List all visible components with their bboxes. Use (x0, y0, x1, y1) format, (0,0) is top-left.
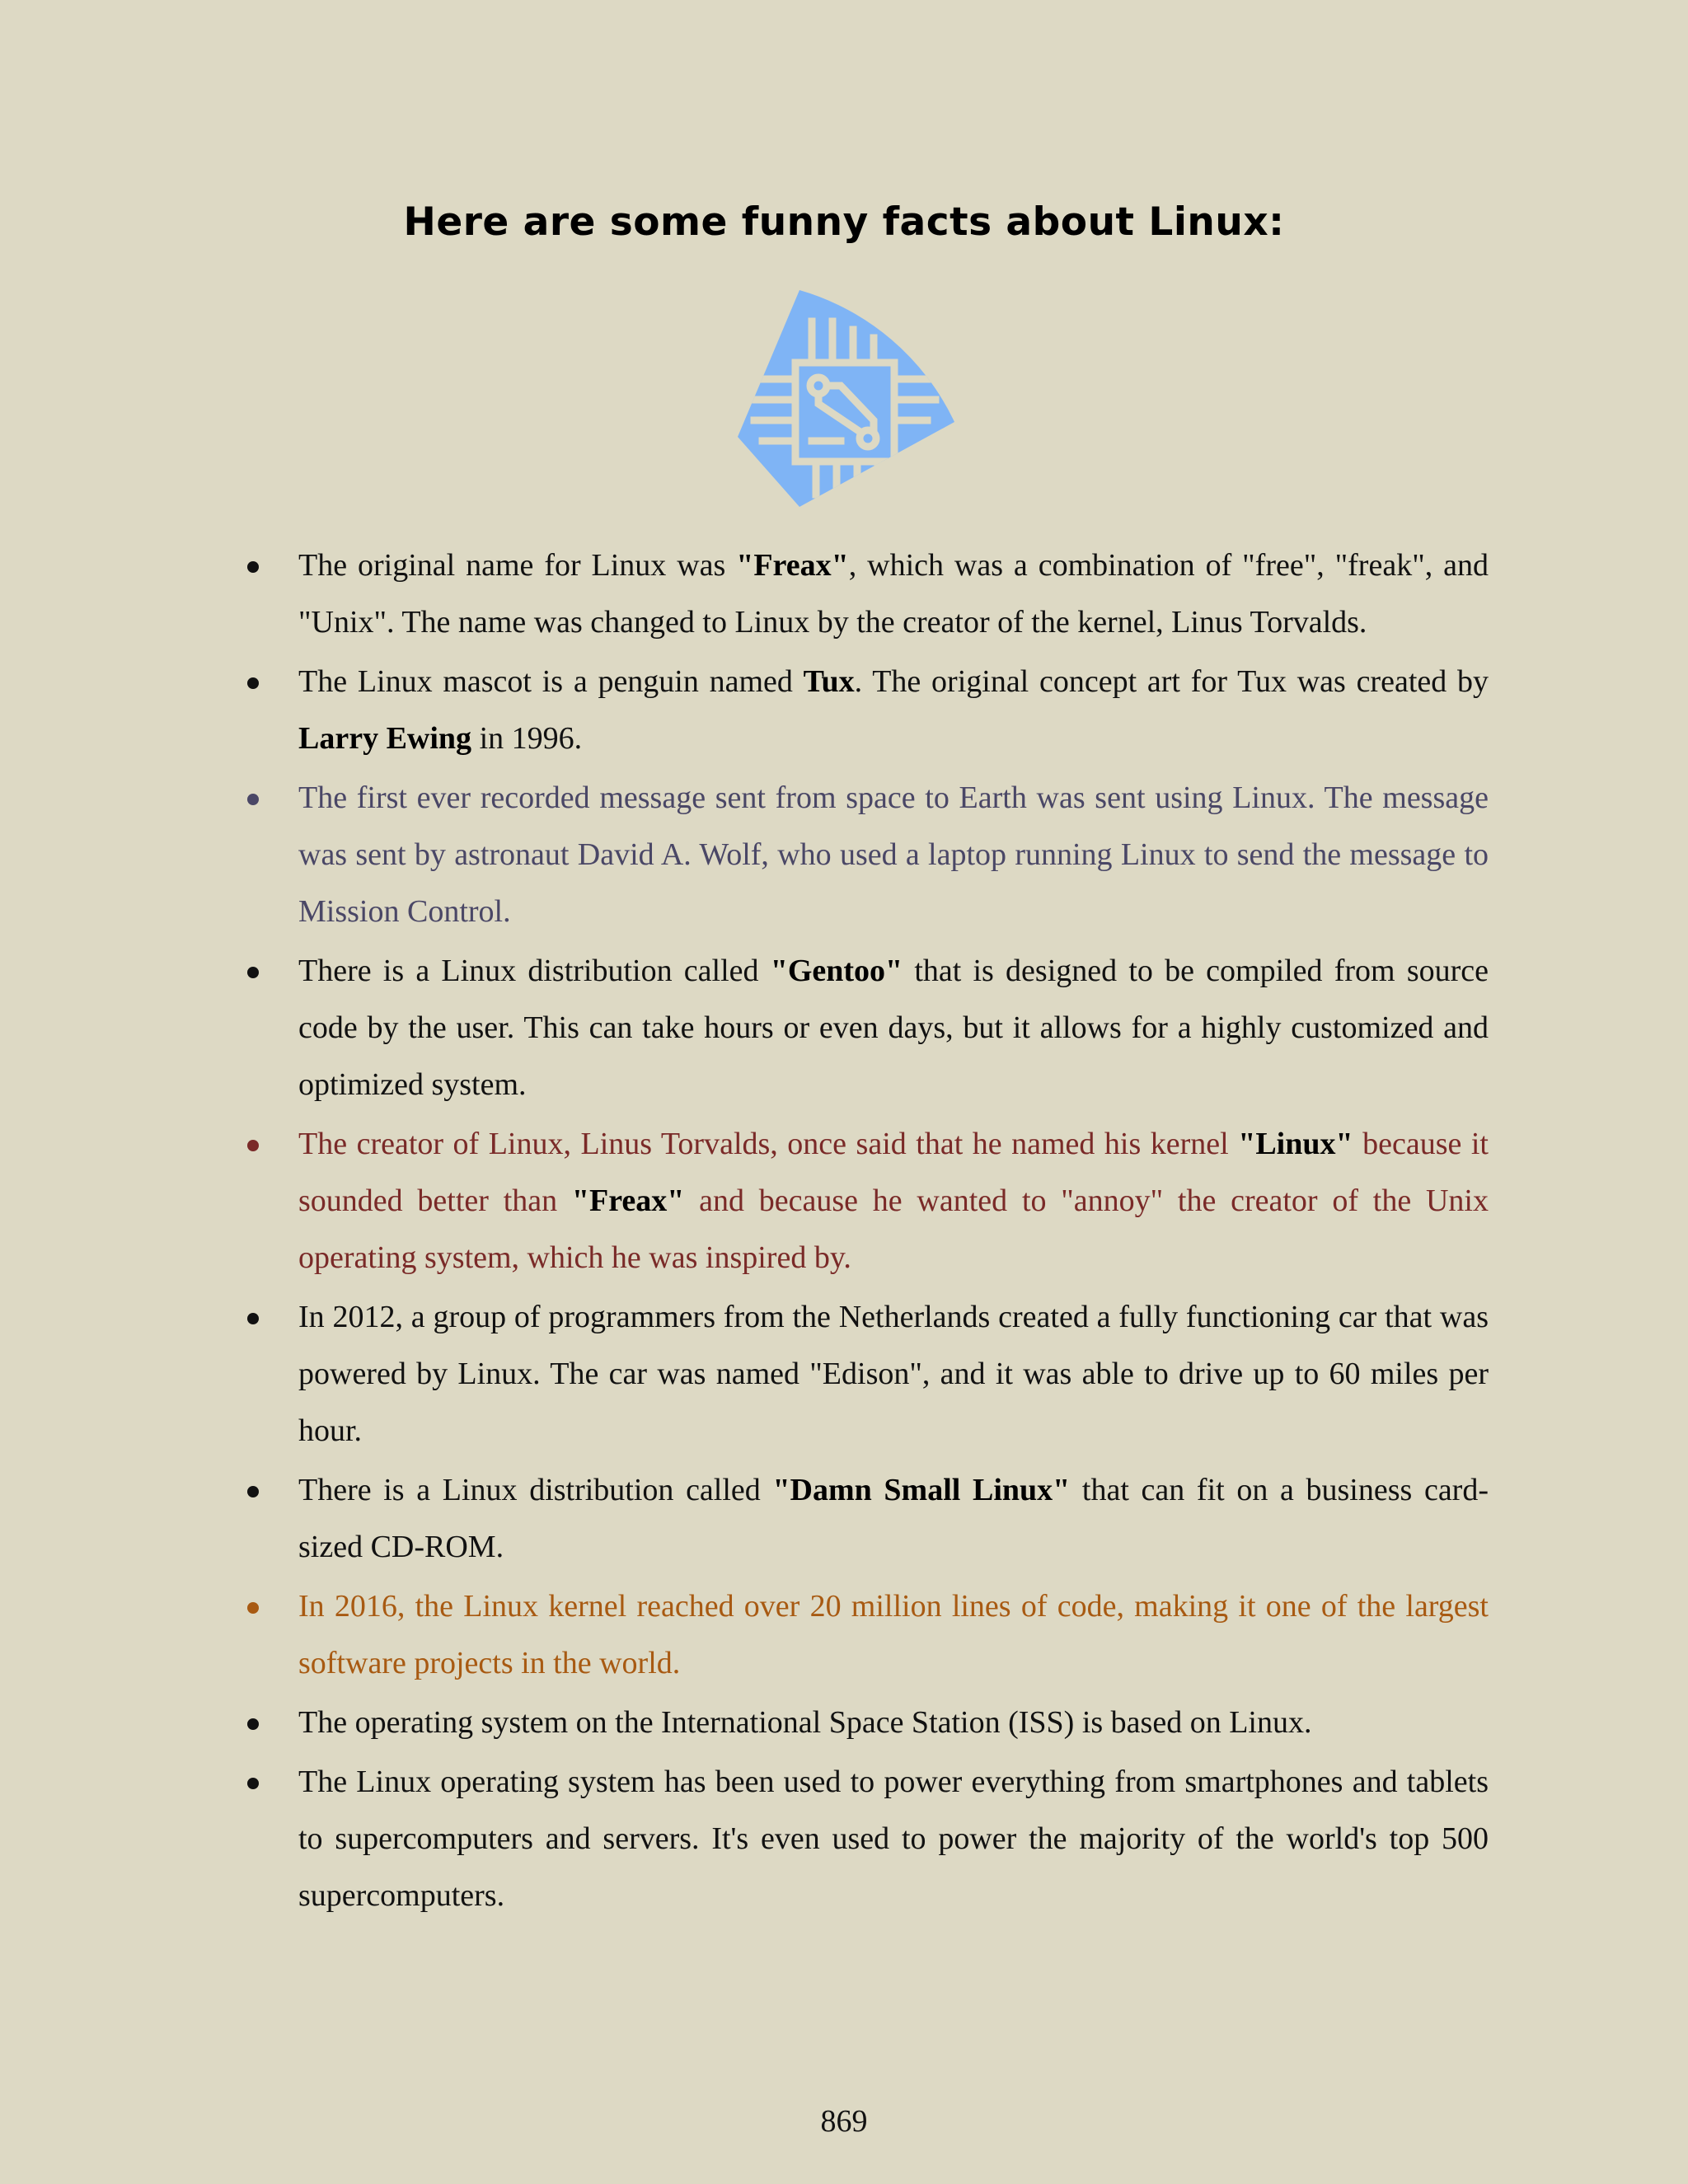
list-item (247, 1462, 1489, 1576)
bold-text: Tux (803, 664, 855, 699)
bullet-icon (247, 1486, 259, 1497)
bold-text: "Gentoo" (770, 954, 903, 988)
fact-text: There is a Linux distribution called (298, 954, 771, 988)
bullet-icon (247, 1718, 259, 1730)
fact-text: The creator of Linux, Linus Torvalds, once said that he named his kernel (298, 1127, 1239, 1161)
fact-text: The first ever recorded message sent from space to Earth was sent using Linux. The message was sent by astronaut David A. Wolf, who used a laptop running Linux to send the message to Mission Control. (298, 780, 1489, 929)
list-item (247, 1694, 1489, 1751)
circuit-chip-icon (738, 288, 956, 507)
list-item (247, 1116, 1489, 1286)
fact-text: In 2016, the Linux kernel reached over 20 million lines of code, making it one of the largest software projects in the world. (298, 1589, 1489, 1680)
fact-text: and because he wanted to "annoy" the creator of the Unix operating system, which he was inspired by. (298, 1183, 1489, 1275)
list-item (247, 1289, 1489, 1460)
fact-text: in 1996. (471, 721, 583, 756)
fact-text: , which was a combination of "free", "freak", and "Unix". The name was changed to Linux by the creator of the kernel, Linus Torvalds. (298, 548, 1489, 640)
fact-text: There is a Linux distribution called (298, 1473, 773, 1507)
page-title: Here are some funny facts about Linux: (403, 199, 1285, 245)
fact-text: that is designed to be compiled from source code by the user. This can take hours or even days, but it allows for a highly customized and optimized system. (298, 954, 1489, 1102)
list-item (247, 537, 1489, 651)
list-item (247, 770, 1489, 940)
bold-text: Larry Ewing (298, 721, 472, 756)
fact-text: . The original concept art for Tux was created by (854, 664, 1489, 699)
bullet-icon (247, 794, 259, 805)
bullet-icon (247, 1140, 259, 1151)
bold-text: "Freax" (571, 1183, 685, 1218)
fact-text: because it sounded better than (298, 1127, 1489, 1218)
bullet-icon (247, 967, 259, 978)
fact-text: The Linux mascot is a penguin named (298, 664, 804, 699)
list-item (247, 654, 1489, 767)
bold-text: "Freax" (736, 548, 849, 583)
fact-text: The operating system on the International Space Station (ISS) is based on Linux. (298, 1705, 1312, 1740)
bullet-icon (247, 677, 259, 689)
bullet-icon (247, 1313, 259, 1324)
list-item (247, 1578, 1489, 1692)
bullet-icon (247, 561, 259, 573)
facts-list (247, 537, 1489, 1927)
fact-text: that can fit on a business card-sized CD-ROM. (298, 1473, 1489, 1564)
bold-text: "Linux" (1238, 1127, 1353, 1161)
page-number: 869 (820, 2104, 868, 2139)
fact-text: In 2012, a group of programmers from the Netherlands created a fully functioning car that was powered by Linux. The car was named "Edison", and it was able to drive up to 60 miles per hour. (298, 1300, 1489, 1448)
bullet-icon (247, 1602, 259, 1614)
list-item (247, 943, 1489, 1113)
bullet-icon (247, 1778, 259, 1789)
list-item (247, 1754, 1489, 1924)
bold-text: "Damn Small Linux" (772, 1473, 1071, 1507)
fact-text: The original name for Linux was (298, 548, 737, 583)
fact-text: The Linux operating system has been used to power everything from smartphones and tablets to supercomputers and servers. It's even used to power the majority of the world's top 500 supercomputers. (298, 1765, 1489, 1913)
